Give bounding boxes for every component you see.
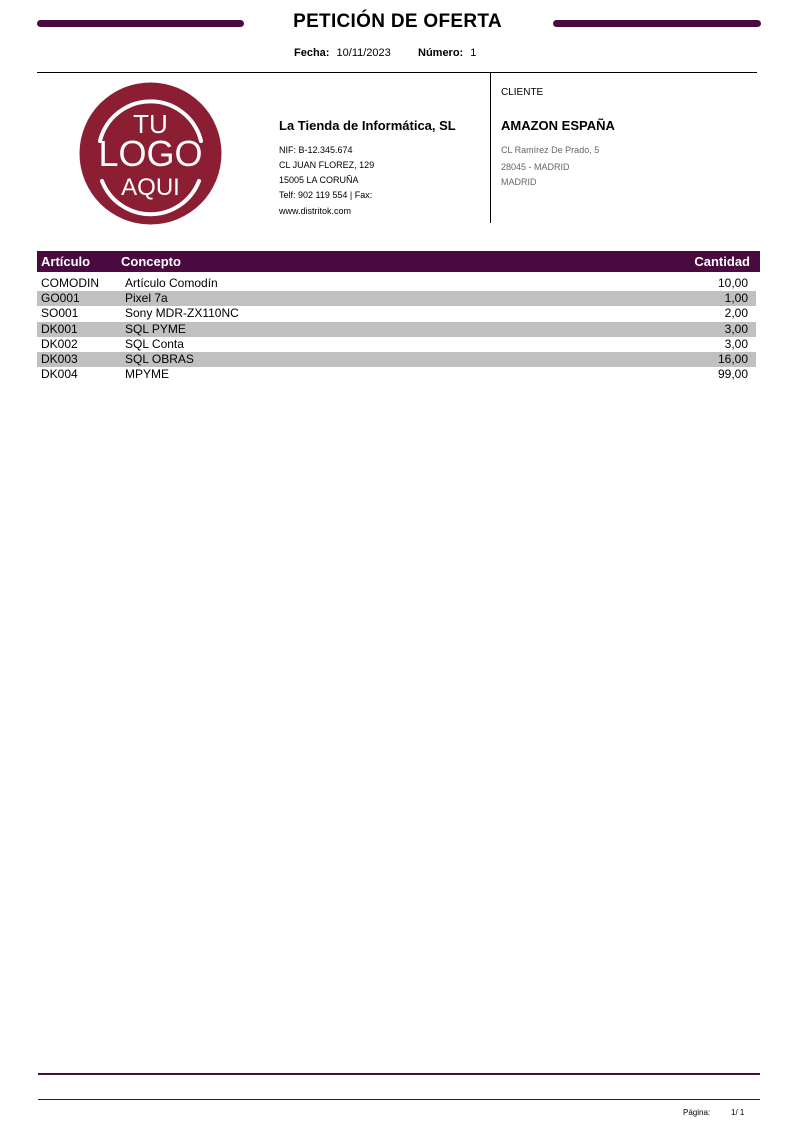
company-logo <box>78 81 223 226</box>
table-row <box>37 322 756 337</box>
cell-concepto: MPYME <box>125 367 170 382</box>
cell-articulo: DK002 <box>41 336 78 351</box>
company-nif: NIF: B-12.345.674 <box>279 145 353 155</box>
fecha-label: Fecha: <box>294 47 330 59</box>
cell-concepto: Pixel 7a <box>125 291 168 306</box>
col-concepto-header: Concepto <box>121 254 181 269</box>
company-city: 15005 LA CORUÑA <box>279 175 359 185</box>
col-cantidad-header: Cantidad <box>694 254 750 269</box>
cell-concepto: SQL OBRAS <box>125 351 194 366</box>
cell-articulo: DK001 <box>41 321 78 336</box>
cell-cantidad: 16,00 <box>717 351 748 366</box>
numero-label: Número: <box>418 47 464 59</box>
table-row <box>37 337 756 352</box>
cell-concepto: Artículo Comodín <box>125 276 218 290</box>
numero-value: 1 <box>470 47 477 59</box>
table-row <box>37 352 756 367</box>
footer-line-top <box>38 1073 760 1075</box>
header-divider <box>37 72 757 73</box>
company-address: CL JUAN FLOREZ, 129 <box>279 160 375 170</box>
company-name: La Tienda de Informática, SL <box>279 118 456 133</box>
numero <box>418 47 476 59</box>
cell-cantidad: 99,00 <box>717 367 748 382</box>
cell-cantidad: 3,00 <box>724 321 748 336</box>
client-province: MADRID <box>501 177 537 187</box>
table-row <box>37 306 756 321</box>
cell-cantidad: 1,00 <box>724 291 748 306</box>
footer-line-bottom <box>38 1099 760 1100</box>
cell-articulo: DK004 <box>41 367 78 382</box>
client-city: 28045 - MADRID <box>501 162 570 172</box>
table-row <box>37 276 756 291</box>
cell-cantidad: 3,00 <box>724 336 748 351</box>
cell-concepto: SQL PYME <box>125 321 186 336</box>
client-divider <box>490 73 491 223</box>
client-label: CLIENTE <box>501 87 544 98</box>
logo-text-2: LOGO <box>98 133 203 174</box>
table-row <box>37 291 756 306</box>
col-articulo-header: Artículo <box>41 254 91 269</box>
cell-cantidad: 2,00 <box>724 306 748 321</box>
fecha-value: 10/11/2023 <box>336 47 391 59</box>
company-website: www.distritok.com <box>279 206 352 216</box>
page-title: PETICIÓN DE OFERTA <box>293 11 502 32</box>
page-label: Página: <box>683 1108 711 1117</box>
table-header <box>37 251 760 272</box>
client-name: AMAZON ESPAÑA <box>501 118 615 133</box>
logo-text-1: TU <box>133 109 168 139</box>
table-body <box>37 276 756 382</box>
cell-articulo: GO001 <box>41 291 80 306</box>
fecha <box>294 47 391 59</box>
client-address: CL Ramírez De Prado, 5 <box>501 145 600 155</box>
cell-cantidad: 10,00 <box>717 276 748 290</box>
cell-concepto: Sony MDR-ZX110NC <box>125 306 239 321</box>
company-phone: Telf: 902 119 554 | Fax: <box>279 190 373 200</box>
logo-text-3: AQUI <box>121 174 180 201</box>
table-row <box>37 367 756 382</box>
page-number: 1/ 1 <box>731 1108 745 1117</box>
cell-concepto: SQL Conta <box>125 336 184 351</box>
cell-articulo: DK003 <box>41 351 78 366</box>
cell-articulo: COMODIN <box>41 276 99 290</box>
cell-articulo: SO001 <box>41 306 79 321</box>
